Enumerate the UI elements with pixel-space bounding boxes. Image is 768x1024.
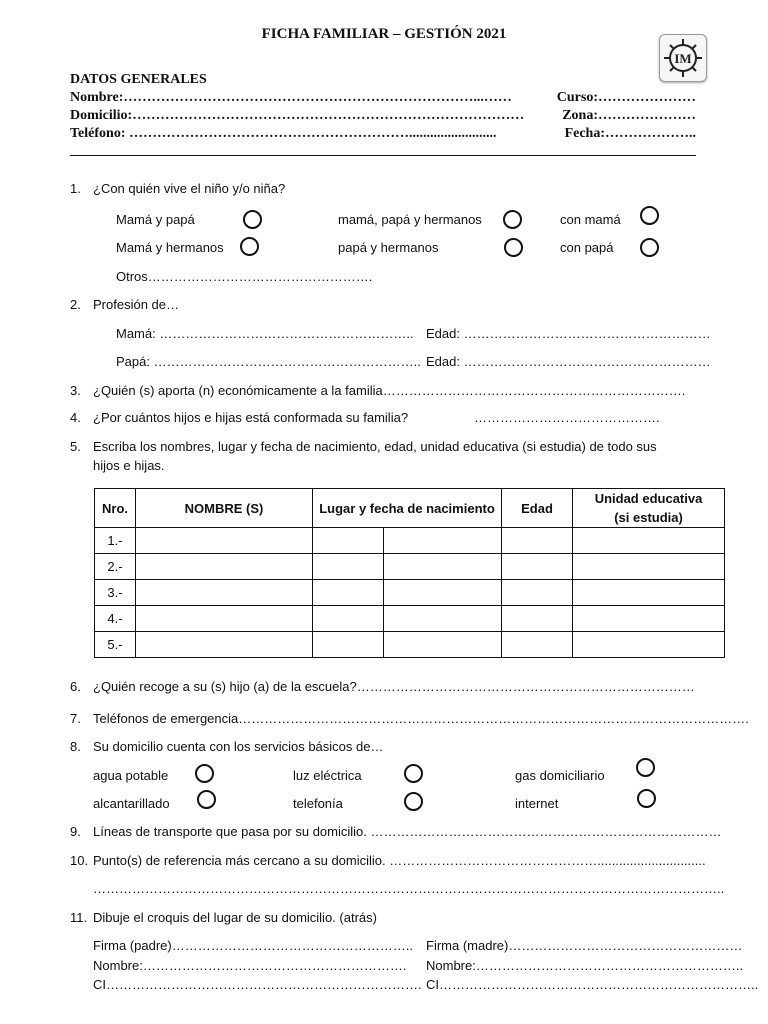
name-cell[interactable] bbox=[136, 554, 313, 580]
q8-option-label: gas domiciliario bbox=[515, 768, 605, 783]
signature-father-field[interactable]: Firma (padre)……………………………………………….. bbox=[93, 938, 413, 953]
zona-label: Zona: bbox=[562, 108, 598, 123]
q11-text: Dibuje el croquis del lugar de su domicilio. (atrás) bbox=[93, 910, 377, 925]
q1-radio-mama-papa[interactable] bbox=[243, 210, 262, 229]
domicilio-field[interactable]: ………………………………………………………………………… bbox=[132, 108, 525, 123]
name-cell[interactable] bbox=[136, 632, 313, 658]
row-number: 1.- bbox=[95, 528, 136, 554]
telefono-row[interactable] bbox=[70, 125, 497, 142]
age-cell[interactable] bbox=[502, 606, 573, 632]
q8-radio-alcantarillado[interactable] bbox=[197, 790, 216, 809]
age-cell[interactable] bbox=[502, 528, 573, 554]
ci-father-field[interactable]: CI………………………………………………………………. bbox=[93, 977, 422, 992]
fecha-field[interactable]: ……………….. bbox=[605, 126, 696, 141]
zona-field[interactable]: ………………… bbox=[598, 108, 696, 123]
name-cell[interactable] bbox=[136, 606, 313, 632]
q1-number: 1. bbox=[70, 181, 81, 196]
table-row bbox=[95, 580, 725, 606]
row-number: 3.- bbox=[95, 580, 136, 606]
telefono-label: Teléfono bbox=[70, 126, 121, 141]
telefono-field[interactable]: : ……………………………………………………......................... bbox=[120, 126, 497, 141]
place-cell[interactable] bbox=[313, 554, 384, 580]
place-cell[interactable] bbox=[313, 580, 384, 606]
date-cell[interactable] bbox=[384, 632, 502, 658]
nombre-label: Nombre: bbox=[70, 90, 124, 105]
domicilio-label: Domicilio: bbox=[70, 108, 133, 123]
age-cell[interactable] bbox=[502, 554, 573, 580]
q8-option-label: agua potable bbox=[93, 768, 169, 783]
q6-number: 6. bbox=[70, 679, 81, 694]
date-cell[interactable] bbox=[384, 606, 502, 632]
row-number: 4.- bbox=[95, 606, 136, 632]
column-header-nro: Nro. bbox=[95, 489, 136, 528]
q2-edad-mama-field[interactable]: Edad: ………………………………………………… bbox=[426, 326, 711, 341]
name-father-field[interactable]: Nombre:……………………………………………………. bbox=[93, 958, 407, 973]
q5-number: 5. bbox=[70, 439, 81, 454]
table-row bbox=[95, 554, 725, 580]
column-header-edad: Edad bbox=[502, 489, 573, 528]
ci-mother-field[interactable]: CI……………………………………………………………….. bbox=[426, 977, 759, 992]
q7-text[interactable]: Teléfonos de emergencia………………………………………………………………………………………………………. bbox=[93, 711, 749, 726]
q8-radio-luz[interactable] bbox=[404, 764, 423, 783]
q1-option-label: con papá bbox=[560, 240, 614, 255]
place-cell[interactable] bbox=[313, 632, 384, 658]
q1-radio-mama-hermanos[interactable] bbox=[240, 237, 259, 256]
column-header-nombre: NOMBRE (S) bbox=[136, 489, 313, 528]
q4-answer-field[interactable]: ……………………………………. bbox=[474, 410, 660, 425]
q1-option-label: con mamá bbox=[560, 212, 621, 227]
q8-option-label: telefonía bbox=[293, 796, 343, 811]
domicilio-row[interactable] bbox=[70, 107, 524, 124]
q1-option-label: mamá, papá y hermanos bbox=[338, 212, 482, 227]
school-cell[interactable] bbox=[573, 632, 725, 658]
q2-text: Profesión de… bbox=[93, 297, 179, 312]
q8-option-label: alcantarillado bbox=[93, 796, 170, 811]
q1-radio-con-mama[interactable] bbox=[640, 206, 659, 225]
q3-text[interactable]: ¿Quién (s) aporta (n) económicamente a la familia……………………………………………………………. bbox=[93, 383, 686, 398]
q9-text[interactable]: Líneas de transporte que pasa por su domicilio. ……………………………………………………………………… bbox=[93, 824, 722, 839]
q7-number: 7. bbox=[70, 711, 81, 726]
date-cell[interactable] bbox=[384, 580, 502, 606]
q8-radio-gas[interactable] bbox=[636, 758, 655, 777]
q2-mama-field[interactable]: Mamá: ………………………………………………….. bbox=[116, 326, 414, 341]
age-cell[interactable] bbox=[502, 580, 573, 606]
table-row bbox=[95, 632, 725, 658]
q11-number: 11. bbox=[70, 910, 88, 925]
header-divider bbox=[70, 155, 696, 156]
school-cell[interactable] bbox=[573, 554, 725, 580]
q1-otros-field[interactable]: Otros……………………………………………. bbox=[116, 269, 373, 284]
place-cell[interactable] bbox=[313, 606, 384, 632]
age-cell[interactable] bbox=[502, 632, 573, 658]
q8-option-label: luz eléctrica bbox=[293, 768, 362, 783]
column-header-unidad-educativa: Unidad educativa (si estudia) bbox=[573, 489, 725, 528]
school-cell[interactable] bbox=[573, 528, 725, 554]
q1-option-label: papá y hermanos bbox=[338, 240, 439, 255]
q8-radio-internet[interactable] bbox=[637, 789, 656, 808]
q1-option-label: Mamá y papá bbox=[116, 212, 195, 227]
q1-option-label: Mamá y hermanos bbox=[116, 240, 224, 255]
general-heading: DATOS GENERALES bbox=[70, 72, 207, 87]
q5-text-line2: hijos e hijas. bbox=[93, 458, 165, 473]
fecha-label: Fecha: bbox=[564, 126, 605, 141]
children-table bbox=[94, 488, 725, 658]
school-emblem-icon bbox=[659, 34, 707, 82]
page-title: FICHA FAMILIAR – GESTIÓN 2021 bbox=[261, 26, 507, 42]
table-header-row bbox=[95, 489, 725, 528]
q1-radio-con-papa[interactable] bbox=[640, 238, 659, 257]
q3-number: 3. bbox=[70, 383, 81, 398]
q4-text: ¿Por cuántos hijos e hijas está conformada su familia? bbox=[93, 410, 409, 425]
q2-edad-papa-field[interactable]: Edad: ………………………………………………… bbox=[426, 354, 711, 369]
name-mother-field[interactable]: Nombre:…………………………………………………….. bbox=[426, 958, 744, 973]
fecha-row[interactable] bbox=[565, 125, 696, 142]
table-row bbox=[95, 606, 725, 632]
q2-papa-field[interactable]: Papá: …………………………………………………….. bbox=[116, 354, 421, 369]
q8-radio-telefonia[interactable] bbox=[404, 792, 423, 811]
row-number: 2.- bbox=[95, 554, 136, 580]
curso-field[interactable]: ………………… bbox=[598, 90, 696, 105]
school-cell[interactable] bbox=[573, 606, 725, 632]
q6-text[interactable]: ¿Quién recoge a su (s) hijo (a) de la escuela?…………………………………………………………………… bbox=[93, 679, 695, 694]
q9-number: 9. bbox=[70, 824, 81, 839]
q8-option-label: internet bbox=[515, 796, 559, 811]
logo-text: IM bbox=[674, 51, 692, 66]
curso-label: Curso: bbox=[556, 90, 598, 105]
q4-number: 4. bbox=[70, 410, 81, 425]
signature-mother-field[interactable]: Firma (madre)……………………………………………… bbox=[426, 938, 743, 953]
school-cell[interactable] bbox=[573, 580, 725, 606]
q5-text-line1: Escriba los nombres, lugar y fecha de nacimiento, edad, unidad educativa (si estudia) de todo sus bbox=[93, 439, 657, 454]
q8-number: 8. bbox=[70, 739, 81, 754]
q2-number: 2. bbox=[70, 297, 81, 312]
table-row bbox=[95, 528, 725, 554]
zona-row[interactable] bbox=[562, 107, 696, 124]
q1-radio-papa-hermanos[interactable] bbox=[504, 238, 523, 257]
q1-radio-mama-papa-hermanos[interactable] bbox=[503, 210, 522, 229]
q8-radio-agua[interactable] bbox=[195, 764, 214, 783]
q1-text: ¿Con quién vive el niño y/o niña? bbox=[93, 181, 286, 196]
date-cell[interactable] bbox=[384, 528, 502, 554]
q10-number: 10. bbox=[70, 853, 89, 868]
nombre-field[interactable]: …………………………………………………………………...…… bbox=[123, 90, 512, 105]
q8-text: Su domicilio cuenta con los servicios básicos de… bbox=[93, 739, 384, 754]
q10-text[interactable]: Punto(s) de referencia más cercano a su domicilio. ………………………………………….............................. bbox=[93, 853, 706, 868]
q10-extra-line[interactable]: ……………………………………………………………………………………………………………………………….. bbox=[93, 881, 725, 896]
nombre-row[interactable] bbox=[70, 89, 512, 106]
name-cell[interactable] bbox=[136, 528, 313, 554]
name-cell[interactable] bbox=[136, 580, 313, 606]
row-number: 5.- bbox=[95, 632, 136, 658]
place-cell[interactable] bbox=[313, 528, 384, 554]
date-cell[interactable] bbox=[384, 554, 502, 580]
curso-row[interactable] bbox=[557, 89, 696, 106]
column-header-lugar-fecha: Lugar y fecha de nacimiento bbox=[313, 489, 502, 528]
